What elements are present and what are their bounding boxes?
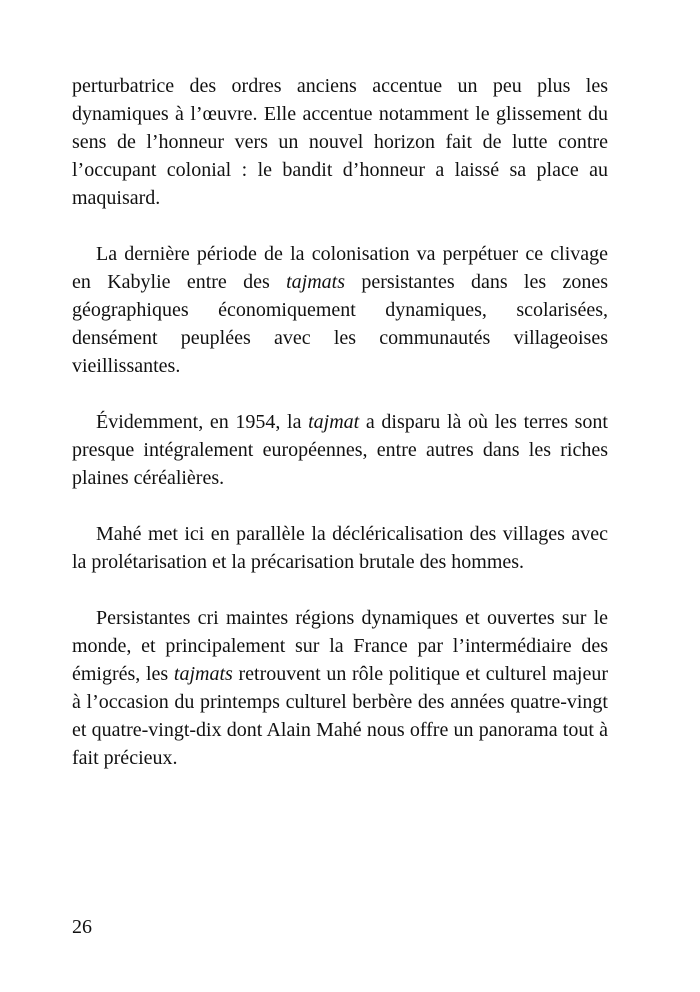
page-number: 26 (72, 916, 92, 938)
paragraph-colonisation-period (72, 240, 608, 380)
paragraph-2-text-start: La dernière période de la colonisation va perpétuer ce clivage en Kabylie entre des (72, 243, 608, 293)
paragraph-1954 (72, 408, 608, 492)
paragraph-5-text-end: retrouvent un rôle politique et culturel majeur à l’occasion du printemps culturel berbère des années quatre-vingt et quatre-vingt-dix dont Alain Mahé nous offre un panorama tout à fait précieux. (72, 663, 608, 769)
paragraph-continuation (72, 72, 608, 212)
paragraph-5-italic-term: tajmats (173, 663, 233, 685)
paragraph-2-italic-term: tajmats (286, 271, 345, 293)
paragraph-1-text: perturbatrice des ordres anciens accentue un peu plus les dynamiques à l’œuvre. Elle accentue notamment le glissement du sens de l’honneur vers un nouvel horizon fait de lutte contre l’occupant colonial : le bandit d’honneur a laissé sa place au maquisard. (72, 75, 608, 209)
paragraph-3-text-end: a disparu là où les terres sont presque intégralement européennes, entre autres dans les riches plaines céréalières. (72, 411, 608, 489)
paragraph-mahe-parallel (72, 520, 608, 576)
body-text (72, 72, 608, 800)
paragraph-5-text-start: Persistantes cri maintes régions dynamiques et ouvertes sur le monde, et principalement sur la France par l’intermédiaire des émigrés, les (72, 607, 608, 685)
paragraph-3-text-start: Évidemment, en 1954, la (96, 411, 309, 433)
paragraph-4-text: Mahé met ici en parallèle la décléricalisation des villages avec la prolétarisation et la précarisation brutale des hommes. (72, 523, 608, 573)
paragraph-2-text-end: persistantes dans les zones géographiques économiquement dynamiques, scolarisées, densément peuplées avec les communautés villageoises vieillissantes. (72, 271, 608, 377)
paragraph-persistantes (72, 604, 608, 772)
paragraph-3-italic-term: tajmat (308, 411, 360, 433)
